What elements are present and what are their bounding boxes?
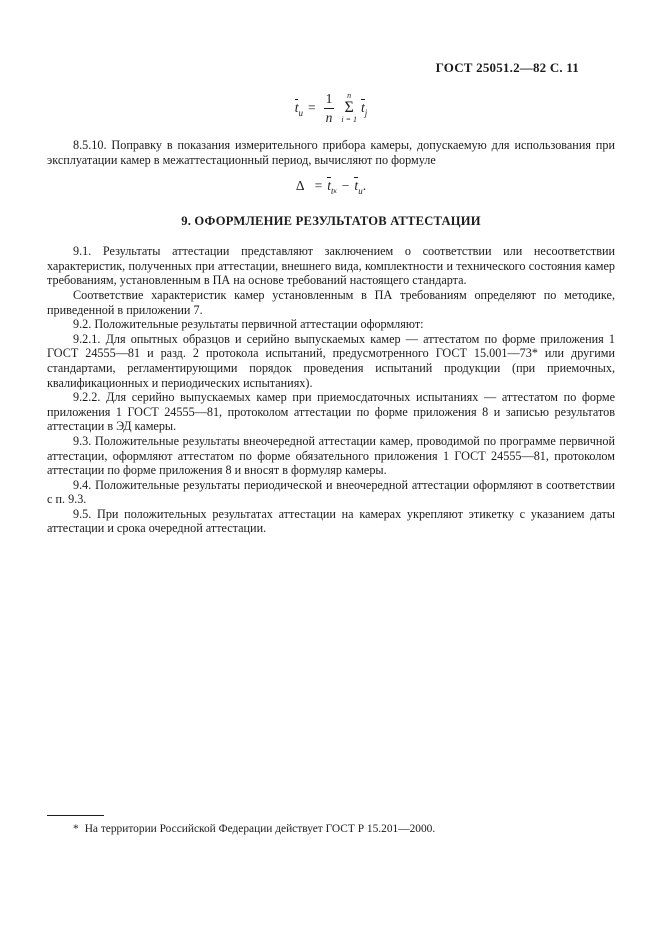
paragraph-9-1: 9.1. Результаты аттестации представляют заключением о соответствии или несоответствии характеристик, полученных при аттестации, внешнего вида, комплектности и технического состояния камер требованиям, установленным в ПА на основе требований настоящего стандарта. bbox=[47, 244, 615, 288]
equals-sign: = bbox=[307, 100, 316, 115]
paragraph-9-2: 9.2. Положительные результаты первичной аттестации оформляют: bbox=[73, 317, 424, 332]
page-content bbox=[47, 60, 615, 536]
formula-mean-value bbox=[47, 88, 615, 128]
footnote-text bbox=[47, 822, 615, 836]
delta-symbol: Δ bbox=[295, 178, 305, 194]
paragraph-9-3: 9.3. Положительные результаты внеочередной аттестации камер, проводимой по программе первичной аттестации, оформляют аттестатом по форме обязательного приложения 1 ГОСТ 24555—81, протоколом аттестации по форме приложения 8 и вносят в формуляр камеры. bbox=[47, 433, 615, 478]
formula-mean-lhs: $t_и$ bbox=[294, 99, 303, 118]
paragraph-9-5: 9.5. При положительных результатах аттестации на камерах укрепляют этикетку с указанием даты аттестации и срока очередной аттестации. bbox=[47, 506, 615, 536]
footnote-divider bbox=[47, 815, 104, 816]
formula-delta-term1: $t_{tк}$ bbox=[327, 177, 337, 196]
paragraph-9-2-1: 9.2.1. Для опытных образцов и серийно выпускаемых камер — аттестатом по форме приложения 1 ГОСТ 24555—81 и разд. 2 протокола испытаний, предусмотренного ГОСТ 15.001—73* или другими стандартами, регламентирующими порядок проведения испытаний продукции (при приемочных, квалификационных и периодических испытаниях). bbox=[47, 331, 615, 390]
minus-sign: − bbox=[341, 178, 350, 194]
formula-fraction: $\frac{1}{n}$ bbox=[325, 91, 333, 125]
formula-mean-summand: $t_j$ bbox=[360, 99, 368, 118]
paragraph-9-1-continuation: Соответствие характеристик камер установленным в ПА требованиям определяют по методике, приведенной в приложении 7. bbox=[47, 287, 615, 317]
summation-symbol: n Σ i = 1 bbox=[341, 90, 357, 125]
formula-delta-term2: $t_и$ bbox=[354, 177, 363, 196]
footnote-block bbox=[47, 815, 615, 836]
footnote-content: На территории Российской Федерации действует ГОСТ Р 15.201—2000. bbox=[84, 823, 436, 835]
formula-period: . bbox=[362, 178, 367, 194]
footnote-marker: * bbox=[73, 823, 79, 835]
formula-correction-delta bbox=[47, 173, 615, 199]
equals-sign: = bbox=[314, 178, 323, 194]
paragraph-8-5-10: 8.5.10. Поправку в показания измерительного прибора камеры, допускаемую для использования при эксплуатации камер в межаттестационный период, вычисляют по формуле bbox=[47, 138, 615, 167]
page-header-standard-number: ГОСТ 25051.2—82 С. 11 bbox=[435, 60, 579, 75]
paragraph-9-2-2: 9.2.2. Для серийно выпускаемых камер при приемосдаточных испытаниях — аттестатом по форме приложения 1 ГОСТ 24555—81, протоколом аттестации по форме приложения 8 и записью результатов аттестации в ЭД камеры. bbox=[47, 390, 615, 434]
section-9-heading: 9. ОФОРМЛЕНИЕ РЕЗУЛЬТАТОВ АТТЕСТАЦИИ bbox=[181, 214, 481, 229]
paragraph-9-4: 9.4. Положительные результаты периодической и внеочередной аттестации оформляют в соответствии с п. 9.3. bbox=[47, 477, 615, 507]
